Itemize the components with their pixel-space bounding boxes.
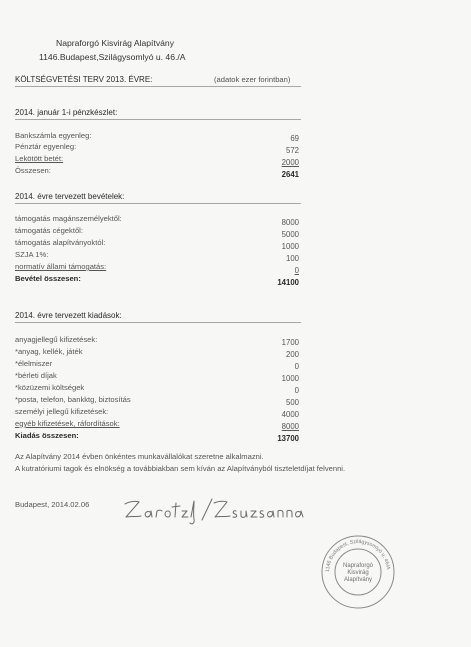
expenses-rule <box>15 322 301 323</box>
opening-row-label: Lekötött betét: <box>15 154 64 163</box>
expenses-row-label: *anyag, kellék, játék <box>15 347 83 356</box>
opening-row-label: Bankszámla egyenleg: <box>15 131 92 140</box>
signature-image <box>120 490 310 530</box>
note-line: Az Alapítvány 2014 évben önkéntes munkavállalókat szeretne alkalmazni. <box>15 452 264 461</box>
expenses-total-value: 13700 <box>277 434 299 443</box>
org-address: 1146.Budapest,Szilágysomlyó u. 46./A <box>39 52 186 62</box>
title-rule <box>15 86 301 87</box>
place-date: Budapest, 2014.02.06 <box>15 500 90 509</box>
expenses-row-label: egyéb kifizetések, ráfordítások: <box>15 419 120 428</box>
expenses-row-value: 200 <box>285 350 299 359</box>
expenses-row-label: személyi jellegű kifizetések: <box>15 407 109 416</box>
opening-row-value: 69 <box>290 134 299 143</box>
income-row-value: 100 <box>285 254 299 263</box>
opening-row-value: 2000 <box>281 158 299 167</box>
income-row-value: 8000 <box>281 218 299 227</box>
opening-heading: 2014. január 1-i pénzkészlet: <box>15 108 118 117</box>
opening-total-label: Összesen: <box>15 166 51 175</box>
income-row-label: támogatás magánszemélyektől: <box>15 214 122 223</box>
expenses-row-label: *élelmiszer <box>15 359 53 368</box>
svg-text:1146 Budapest, Szilágysomlyó u: 1146 Budapest, Szilágysomlyó u. 46/A <box>324 538 391 573</box>
opening-row-label: Pénztár egyenleg: <box>15 142 77 151</box>
expenses-row-value: 0 <box>294 386 299 395</box>
note-line: A kutratóriumi tagok és elnökség a továbbiakban sem kíván az Alapítványból tiszteletdíjat felvenni. <box>15 464 346 473</box>
opening-rule <box>15 119 301 120</box>
expenses-row-value: 1000 <box>281 374 299 383</box>
plan-title: KÖLTSÉGVETÉSI TERV 2013. ÉVRE: <box>15 75 153 84</box>
income-total-label: Bevétel összesen: <box>15 274 81 283</box>
expenses-heading: 2014. évre tervezett kiadások: <box>15 311 122 320</box>
opening-total-value: 2641 <box>281 170 299 179</box>
org-name: Napraforgó Kisvirág Alapítvány <box>56 38 174 48</box>
svg-text:Napraforgó: Napraforgó <box>342 563 374 569</box>
expenses-row-label: *posta, telefon, bankktg, biztosítás <box>15 395 131 404</box>
expenses-row-value: 500 <box>285 398 299 407</box>
income-heading: 2014. évre tervezett bevételek: <box>15 192 125 201</box>
expenses-row-value: 8000 <box>281 422 299 431</box>
income-row-value: 5000 <box>281 230 299 239</box>
expenses-row-label: anyagjellegű kifizetések: <box>15 335 98 344</box>
expenses-row-label: *közüzemi költségek <box>15 383 85 392</box>
units-note: (adatok ezer forintban) <box>214 75 291 84</box>
expenses-row-value: 0 <box>294 362 299 371</box>
svg-text:Alapítvány: Alapítvány <box>343 577 373 583</box>
income-row-label: támogatás alapítványoktól: <box>15 238 106 247</box>
income-row-value: 1000 <box>281 242 299 251</box>
expenses-row-value: 1700 <box>281 338 299 347</box>
income-row-label: támogatás cégektől: <box>15 226 83 235</box>
income-row-label: normatív állami támogatás: <box>15 262 107 271</box>
income-row-value: 0 <box>294 266 299 275</box>
expenses-row-label: *bérleti díjak <box>15 371 57 380</box>
expenses-total-label: Kiadás összesen: <box>15 431 79 440</box>
opening-row-value: 572 <box>285 146 299 155</box>
svg-text:Kisvirág: Kisvirág <box>347 570 369 576</box>
expenses-row-value: 4000 <box>281 410 299 419</box>
round-stamp <box>318 532 398 612</box>
income-row-label: SZJA 1%: <box>15 250 49 259</box>
income-rule <box>15 203 301 204</box>
income-total-value: 14100 <box>277 278 299 287</box>
